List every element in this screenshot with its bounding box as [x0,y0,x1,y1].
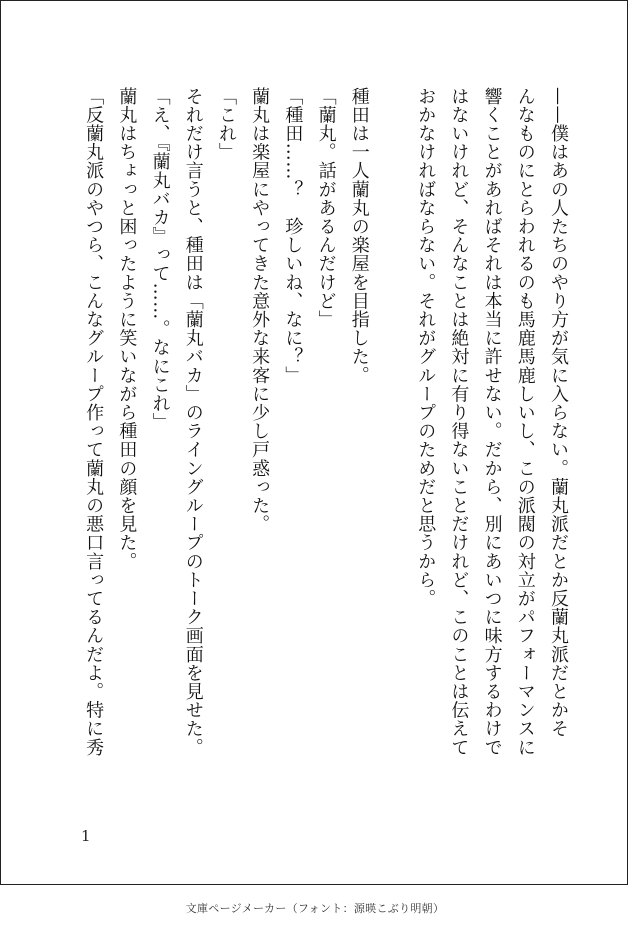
text-line: んなものにとらわれるのも馬鹿馬鹿しいし、この派閥の対立がパフォーマンスに [514,87,536,757]
text-line: それだけ言うと、種田は「蘭丸バカ」のライングループのトーク画面を見せた。 [182,87,204,757]
text-line: 種田は一人蘭丸の楽屋を目指した。 [348,87,370,385]
text-line: おかなければならない。それがグループのためだと思うから。 [415,87,437,608]
page-number: 1 [81,827,91,845]
text-line: 響くことがあればそれは本当に許せない。だから、別にあいつに味方するわけで [481,87,503,757]
dialogue-line: 「これ」 [215,87,237,162]
footer-credit: 文庫ページメーカー（フォント：源暎こぶり明朝） [185,902,445,915]
dialogue-line: 「え、『蘭丸バカ』って……。なにこれ」 [149,87,171,432]
text-line: 蘭丸はちょっと困ったように笑いながら種田の顔を見た。 [116,87,138,571]
dialogue-line: 「反蘭丸派のやつら、こんなグループ作って蘭丸の悪口言ってるんだよ。特に秀 [83,87,105,757]
text-line: ——僕はあの人たちのやり方が気に入らない。蘭丸派だとか反蘭丸派だとかそ [548,87,569,738]
text-line: 蘭丸は楽屋にやってきた意外な来客に少し戸惑った。 [249,87,271,534]
dialogue-line: 「種田……？ 珍しいね、なに？」 [282,87,304,385]
dialogue-line: 「蘭丸。話があるんだけど」 [315,87,337,329]
body-text-vertical [79,87,575,807]
text-line: はないけれど、そんなことは絶対に有り得ないことだけれど、このことは伝えて [448,87,470,757]
blank-line [376,87,409,807]
